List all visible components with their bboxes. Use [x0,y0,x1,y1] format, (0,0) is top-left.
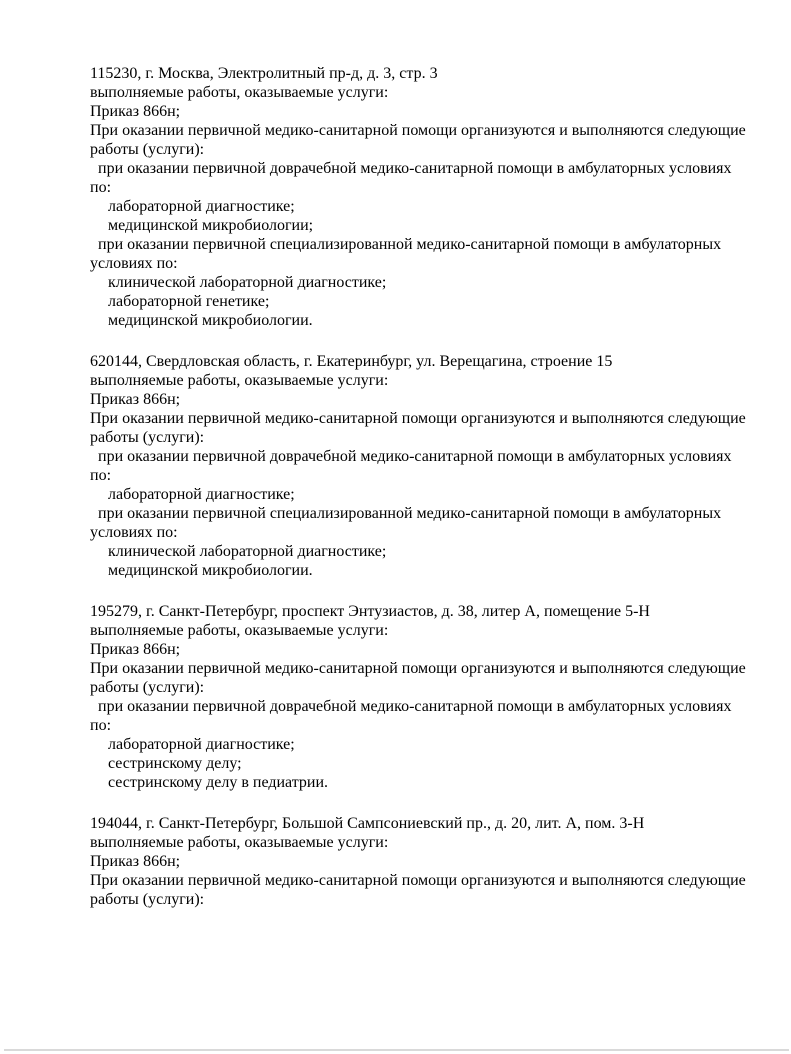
text-line: При оказании первичной медико-санитарной помощи организуются и выполняются следующие [90,660,746,677]
license-address-block [90,814,761,909]
license-address-block [90,352,761,580]
text-line: работы (услуги): [90,141,205,158]
text-line: при оказании первичной доврачебной медико-санитарной помощи в амбулаторных условиях [98,448,732,465]
text-line: при оказании первичной специализированной медико-санитарной помощи в амбулаторных [98,505,722,522]
text-line: работы (услуги): [90,891,205,908]
service-line: лабораторной генетике; [108,293,270,310]
text-line: Приказ 866н; [90,641,181,658]
license-address-block [90,64,761,330]
service-line: клинической лабораторной диагностике; [108,543,387,560]
service-line: лабораторной диагностике; [108,486,295,503]
service-line: клинической лабораторной диагностике; [108,274,387,291]
bottom-divider [4,1049,789,1051]
text-line: при оказании первичной специализированной медико-санитарной помощи в амбулаторных [98,236,722,253]
text-line: Приказ 866н; [90,103,181,120]
text-line: по: [90,467,112,484]
text-line: выполняемые работы, оказываемые услуги: [90,834,389,851]
text-line: работы (услуги): [90,429,205,446]
text-line: по: [90,717,112,734]
text-line: условиях по: [90,524,178,541]
service-line: медицинской микробиологии. [108,562,313,579]
address-line: 620144, Свердловская область, г. Екатеринбург, ул. Верещагина, строение 15 [90,353,613,370]
text-line: условиях по: [90,255,178,272]
service-line: лабораторной диагностике; [108,736,295,753]
text-line: выполняемые работы, оказываемые услуги: [90,84,389,101]
address-line: 195279, г. Санкт-Петербург, проспект Энтузиастов, д. 38, литер А, помещение 5-Н [90,603,650,620]
service-line: медицинской микробиологии; [108,217,314,234]
address-line: 194044, г. Санкт-Петербург, Большой Сампсониевский пр., д. 20, лит. А, пом. 3-Н [90,815,645,832]
text-line: выполняемые работы, оказываемые услуги: [90,372,389,389]
service-line: сестринскому делу; [108,755,242,772]
text-line: при оказании первичной доврачебной медико-санитарной помощи в амбулаторных условиях [98,160,732,177]
text-line: по: [90,179,112,196]
service-line: сестринскому делу в педиатрии. [108,774,329,791]
address-line: 115230, г. Москва, Электролитный пр-д, д. 3, стр. 3 [90,65,438,82]
document-body [90,64,761,909]
text-line: при оказании первичной доврачебной медико-санитарной помощи в амбулаторных условиях [98,698,732,715]
text-line: работы (услуги): [90,679,205,696]
service-line: лабораторной диагностике; [108,198,295,215]
text-line: При оказании первичной медико-санитарной помощи организуются и выполняются следующие [90,410,746,427]
text-line: Приказ 866н; [90,853,181,870]
text-line: Приказ 866н; [90,391,181,408]
service-line: медицинской микробиологии. [108,312,313,329]
text-line: При оказании первичной медико-санитарной помощи организуются и выполняются следующие [90,872,746,889]
text-line: выполняемые работы, оказываемые услуги: [90,622,389,639]
text-line: При оказании первичной медико-санитарной помощи организуются и выполняются следующие [90,122,746,139]
license-address-block [90,602,761,792]
